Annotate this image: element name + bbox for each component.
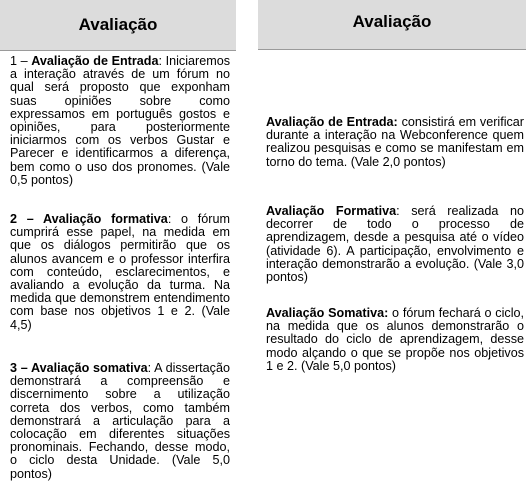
left-entrada-heading: Avaliação de Entrada bbox=[31, 54, 159, 68]
left-paragraph-formativa bbox=[10, 213, 230, 332]
left-somativa-body: : A dissertação demonstrará a compreensão e discernimento sobre a utilização correta dos verbos, como também demonstrará a articulação para a colocação em diferentes situações pronominais. Fechando, desse modo, o ciclo desta Unidade. (Vale 5,0 pontos) bbox=[10, 361, 230, 481]
right-somativa-body: o fórum fechará o ciclo, na medida que os alunos demonstrarão o resultado do ciclo de aprendizagem, desse modo alçando o que se propõe nos objetivos 1 e 2. (Vale 5,0 pontos) bbox=[266, 306, 524, 373]
right-paragraph-somativa bbox=[266, 307, 524, 373]
right-entrada-heading: Avaliação de Entrada: bbox=[266, 115, 398, 129]
right-paragraph-entrada bbox=[266, 116, 524, 169]
right-formativa-heading: Avaliação Formativa bbox=[266, 204, 397, 218]
right-entrada-body: consistirá em verificar durante a interação na Webconference quem realizou pesquisas e como se manifestam em torno do tema. (Vale 2,0 pontos) bbox=[266, 115, 524, 169]
right-panel-title: Avaliação bbox=[258, 0, 526, 50]
left-paragraph-entrada bbox=[10, 55, 230, 187]
left-entrada-body: : Iniciaremos a interação através de um fórum no qual será proposto que exponham suas opiniões sobre como expressamos em português gostos e opiniões, para posteriormente iniciarmos com os verbos Gustar e Parecer e identificarmos a diferença, bem como o uso dos pronomes. (Vale 0,5 pontos) bbox=[10, 54, 231, 187]
left-paragraph-somativa bbox=[10, 362, 230, 481]
left-panel-title: Avaliação bbox=[0, 0, 236, 51]
right-formativa-body: : será realizada no decorrer de todo o processo de aprendizagem, desde a pesquisa até o vídeo (atividade 6). A participação, envolvimento e interação demonstrarão a evolução. (Vale 3,0 pontos) bbox=[266, 204, 524, 285]
left-panel bbox=[0, 0, 236, 495]
left-formativa-body: : o fórum cumprirá esse papel, na medida em que os diálogos permitirão que os alunos avancem e o professor interfira com conteúdo, esclarecimentos, e avaliando a evolução da turma. Na medida que demonstrem entendimento com base nos objetivos 1 e 2. (Vale 4,5) bbox=[10, 212, 230, 332]
right-somativa-heading: Avaliação Somativa: bbox=[266, 306, 389, 320]
left-entrada-number: 1 – bbox=[10, 54, 32, 68]
left-formativa-heading: 2 – Avaliação formativa bbox=[10, 212, 168, 226]
right-paragraph-formativa bbox=[266, 205, 524, 284]
right-panel bbox=[258, 0, 526, 495]
left-somativa-heading: 3 – Avaliação somativa bbox=[10, 361, 148, 375]
